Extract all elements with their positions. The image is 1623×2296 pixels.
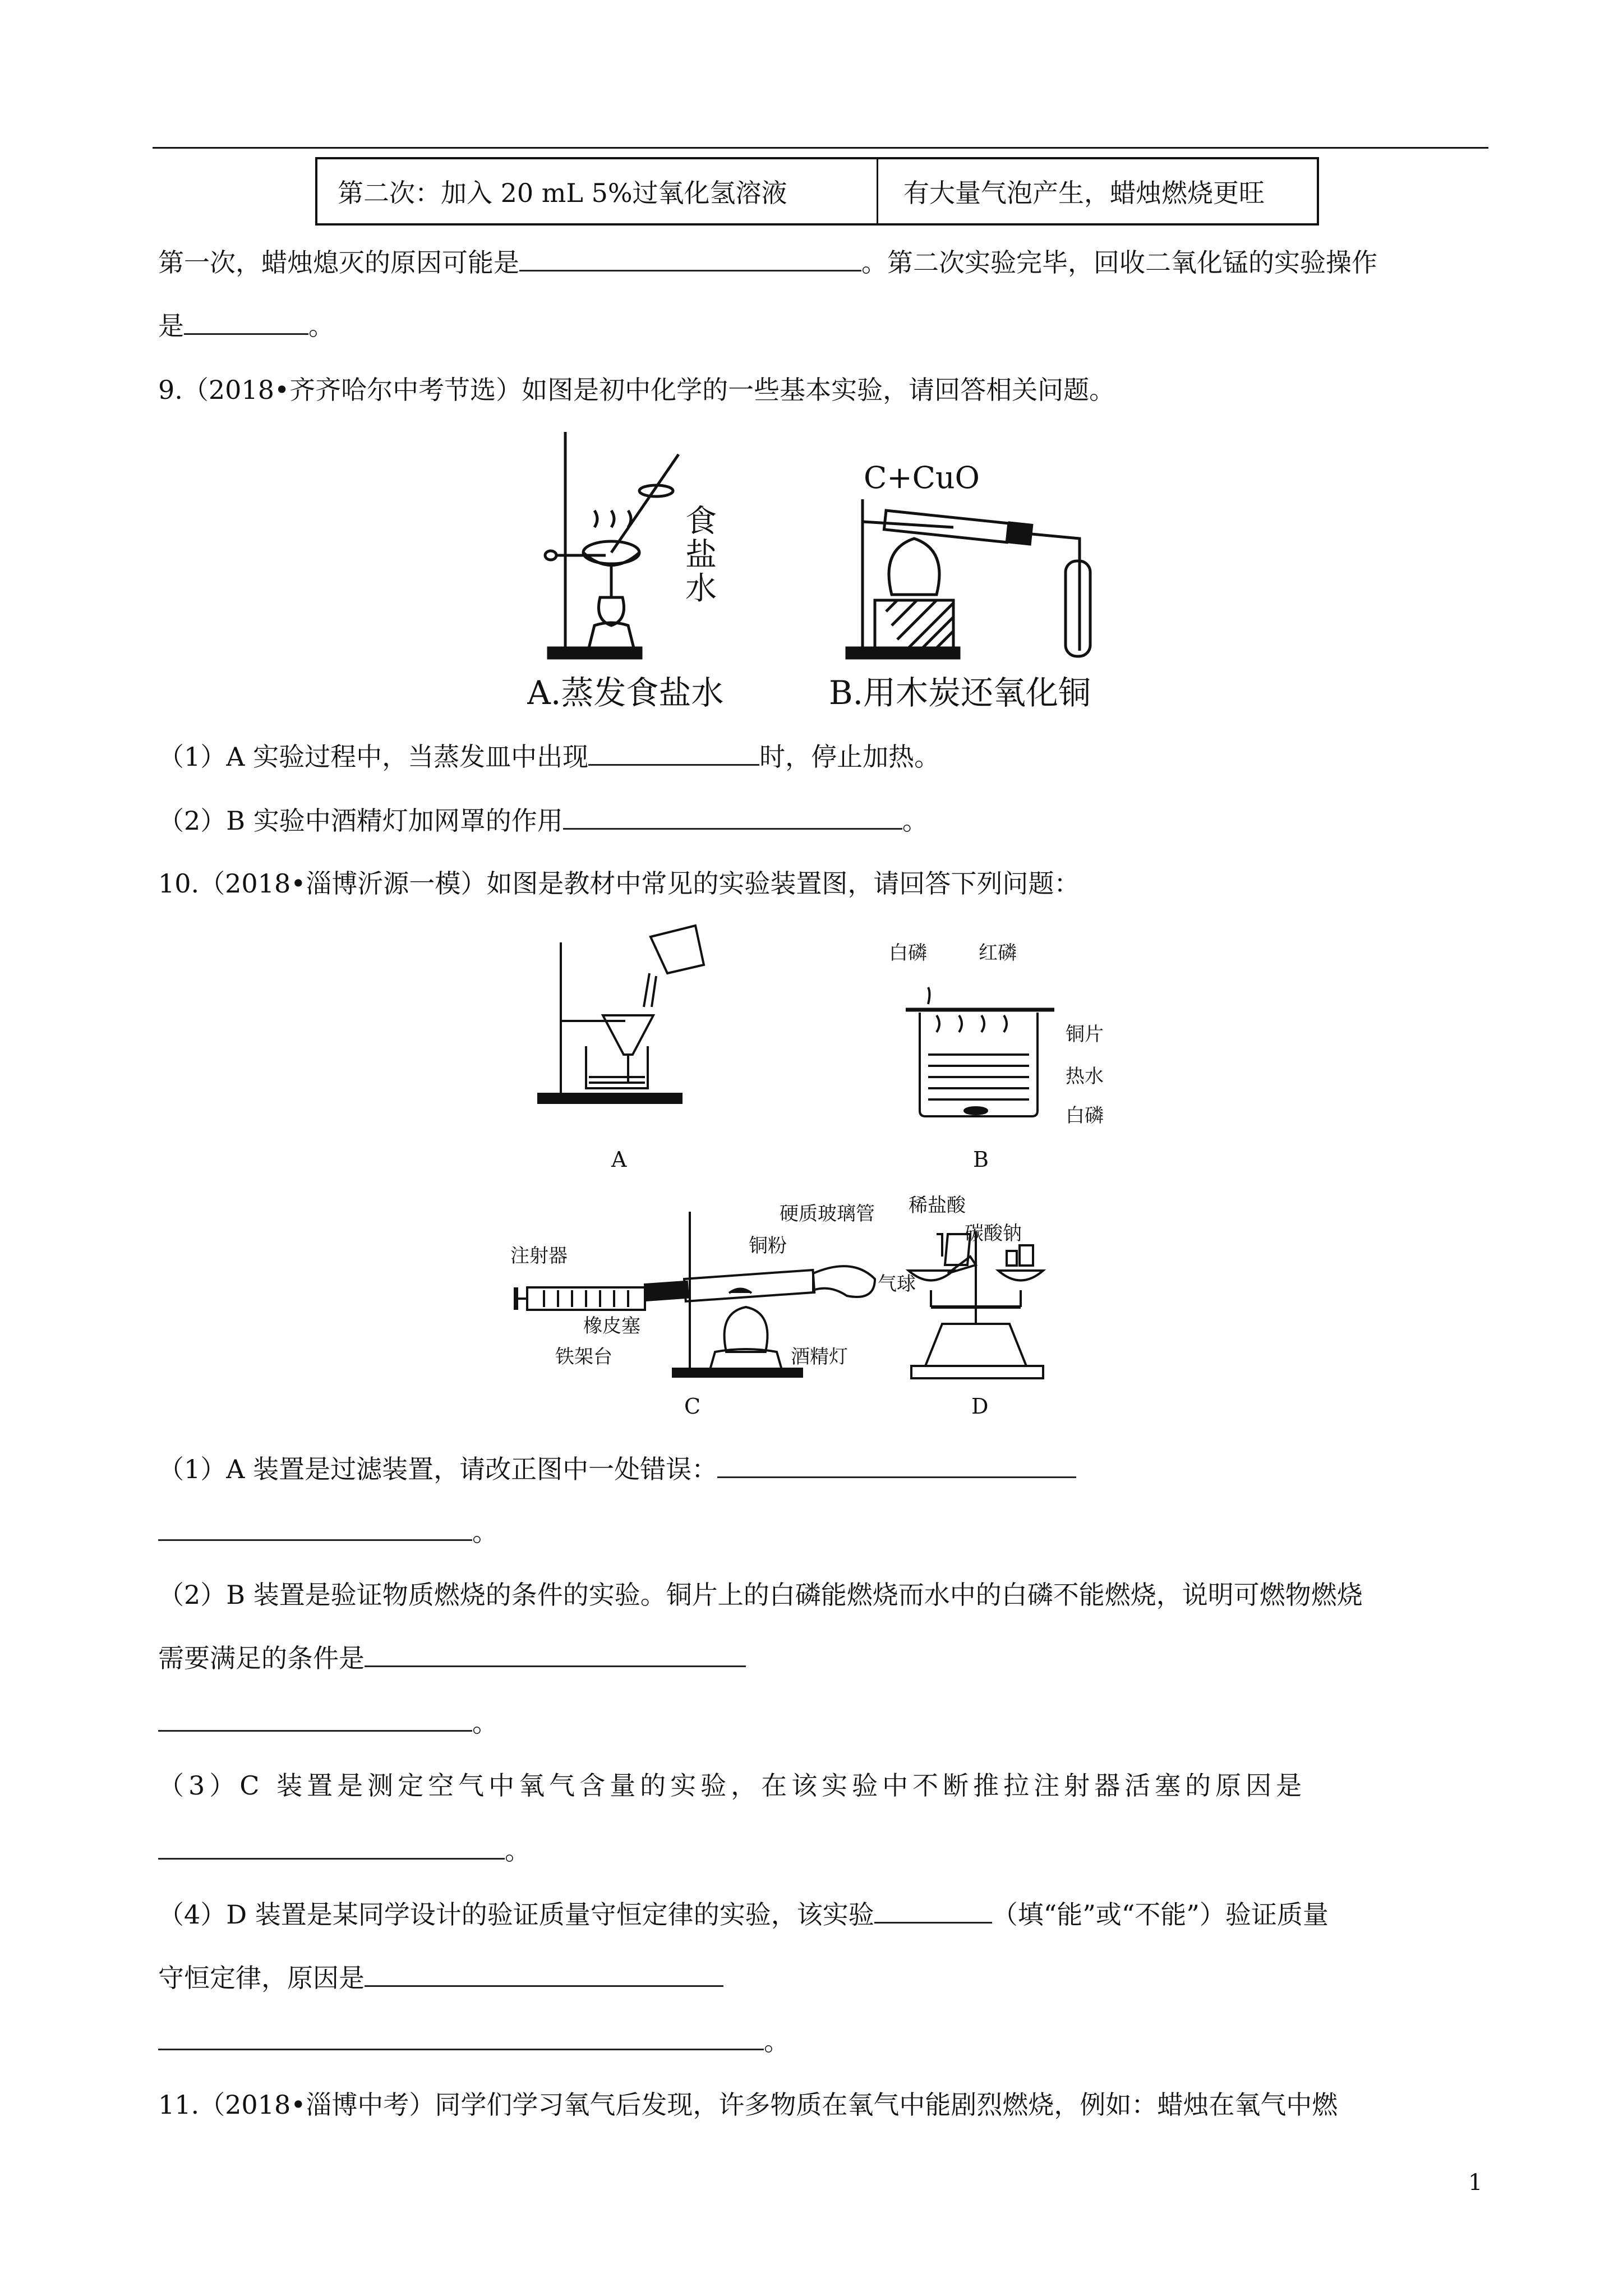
answer-blank[interactable] — [563, 803, 902, 830]
q8-line-1 — [158, 245, 1377, 279]
answer-blank[interactable] — [184, 309, 308, 335]
q9-caption-a: A.蒸发食盐水 — [527, 674, 724, 712]
q10-label-lamp: 酒精灯 — [791, 1346, 848, 1368]
table-cell-right-text: 有大量气泡产生，蜡烛燃烧更旺 — [903, 178, 1265, 208]
q10-label-c: C — [684, 1394, 701, 1419]
q10-label-stopper: 橡皮塞 — [583, 1315, 640, 1337]
answer-blank[interactable] — [158, 1705, 472, 1732]
q10-figure — [505, 920, 1166, 1436]
q10-label-red-p: 红磷 — [979, 942, 1017, 964]
q10-sub4-text-a: （4）D 装置是某同学设计的验证质量守恒定律的实验，该实验 — [158, 1899, 874, 1930]
q10-sub-2-cont — [158, 1705, 498, 1740]
q10-label-tube: 硬质玻璃管 — [780, 1203, 875, 1225]
answer-blank[interactable] — [158, 1515, 472, 1541]
answer-blank[interactable] — [874, 1897, 992, 1924]
evaporation-apparatus — [545, 432, 679, 658]
q9-sub-1 — [158, 739, 940, 774]
q10-sub4-end: 。 — [764, 2026, 790, 2056]
answer-blank[interactable] — [158, 1833, 505, 1860]
q9-sub1-text-a: （1）A 实验过程中，当蒸发皿中出现 — [158, 742, 589, 772]
q10-label-white-p-top: 白磷 — [889, 942, 927, 964]
q10-sub-1-cont — [158, 1515, 498, 1549]
q10-sub2-text: 需要满足的条件是 — [158, 1643, 365, 1673]
q10-sub4-text-c: 守恒定律，原因是 — [158, 1963, 365, 1993]
q10-stem: 10.（2018•淄博沂源一模）如图是教材中常见的实验装置图，请回答下列问题： — [158, 868, 1080, 899]
q11-stem: 11.（2018•淄博中考）同学们学习氧气后发现，许多物质在氧气中能剧烈燃烧，例如：蜡烛在氧气中燃 — [158, 2090, 1338, 2120]
q9-sub-2 — [158, 803, 928, 838]
answer-blank[interactable] — [588, 739, 759, 766]
q10-sub-2-line-2 — [158, 1641, 746, 1675]
reduction-apparatus — [847, 499, 1090, 658]
q10-sub2-end: 。 — [472, 1708, 498, 1738]
q9-caption-b: B.用木炭还氧化铜 — [829, 674, 1091, 712]
q10-label-d: D — [971, 1394, 989, 1419]
q10-label-b: B — [973, 1147, 989, 1172]
q10-label-syringe: 注射器 — [510, 1245, 568, 1267]
q10-label-stand: 铁架台 — [555, 1346, 612, 1368]
q9-label-c-cuo: C+CuO — [864, 460, 980, 495]
q10-sub1-text: （1）A 装置是过滤装置，请改正图中一处错误： — [158, 1454, 718, 1484]
balance-apparatus — [909, 1231, 1043, 1378]
q9-sub2-text-b: 。 — [902, 806, 928, 836]
q9-sub1-text-b: 时，停止加热。 — [759, 742, 940, 772]
q10-label-hot-water: 热水 — [1066, 1065, 1104, 1088]
q9-label-salt-2: 盐 — [685, 537, 717, 573]
q10-label-a: A — [611, 1147, 627, 1172]
q10-label-white-p-bottom: 白磷 — [1066, 1105, 1104, 1127]
q9-sub2-text-a: （2）B 实验中酒精灯加网罩的作用 — [158, 806, 563, 836]
q9-label-salt-3: 水 — [685, 570, 717, 607]
q10-sub-1 — [158, 1452, 1076, 1486]
q10-sub-3: （3）C 装置是测定空气中氧气含量的实验，在该实验中不断推拉注射器活塞的原因是 — [158, 1770, 1307, 1801]
q10-sub-4 — [158, 1897, 1329, 1931]
header-rule — [153, 147, 1488, 149]
q10-sub1-end: 。 — [472, 1517, 498, 1547]
combustion-apparatus — [906, 987, 1054, 1116]
q9-stem: 9.（2018•齐齐哈尔中考节选）如图是初中化学的一些基本实验，请回答相关问题。 — [158, 375, 1115, 405]
q10-sub-3-cont — [158, 1833, 531, 1867]
q9-label-salt-1: 食 — [685, 503, 717, 540]
q8-text-c: 是 — [158, 311, 184, 341]
q10-sub-2: （2）B 装置是验证物质燃烧的条件的实验。铜片上的白磷能燃烧而水中的白磷不能燃烧，说明可燃物燃烧 — [158, 1580, 1363, 1610]
q10-label-copper: 铜片 — [1066, 1023, 1104, 1046]
answer-blank[interactable] — [365, 1961, 723, 1987]
filtration-apparatus — [538, 926, 704, 1103]
answer-blank[interactable] — [519, 245, 861, 272]
q8-text-b: 。第二次实验完毕，回收二氧化锰的实验操作 — [861, 247, 1377, 278]
answer-blank[interactable] — [365, 1641, 746, 1667]
q10-sub4-text-b: （填“能”或“不能”）验证质量 — [992, 1899, 1329, 1930]
q10-label-cu-powder: 铜粉 — [749, 1235, 787, 1257]
result-table — [315, 157, 1319, 226]
q8-text-a: 第一次，蜡烛熄灭的原因可能是 — [158, 247, 519, 278]
q10-sub-4-cont — [158, 2024, 790, 2058]
table-cell-left-text: 第二次：加入 20 mL 5%过氧化氢溶液 — [338, 178, 787, 208]
answer-blank[interactable] — [717, 1452, 1076, 1478]
q8-line-2 — [158, 309, 334, 343]
page-number: 1 — [1468, 2170, 1483, 2196]
q10-label-na2co3: 碳酸钠 — [965, 1222, 1022, 1245]
table-cell-left — [317, 159, 878, 223]
q10-label-hcl: 稀盐酸 — [909, 1194, 966, 1217]
q8-text-d: 。 — [308, 311, 334, 341]
answer-blank[interactable] — [158, 2024, 764, 2050]
q9-figure — [527, 426, 1144, 718]
q10-sub-4-line-2 — [158, 1961, 723, 1995]
q10-sub3-end: 。 — [505, 1835, 531, 1866]
q10-label-balloon: 气球 — [878, 1273, 916, 1295]
